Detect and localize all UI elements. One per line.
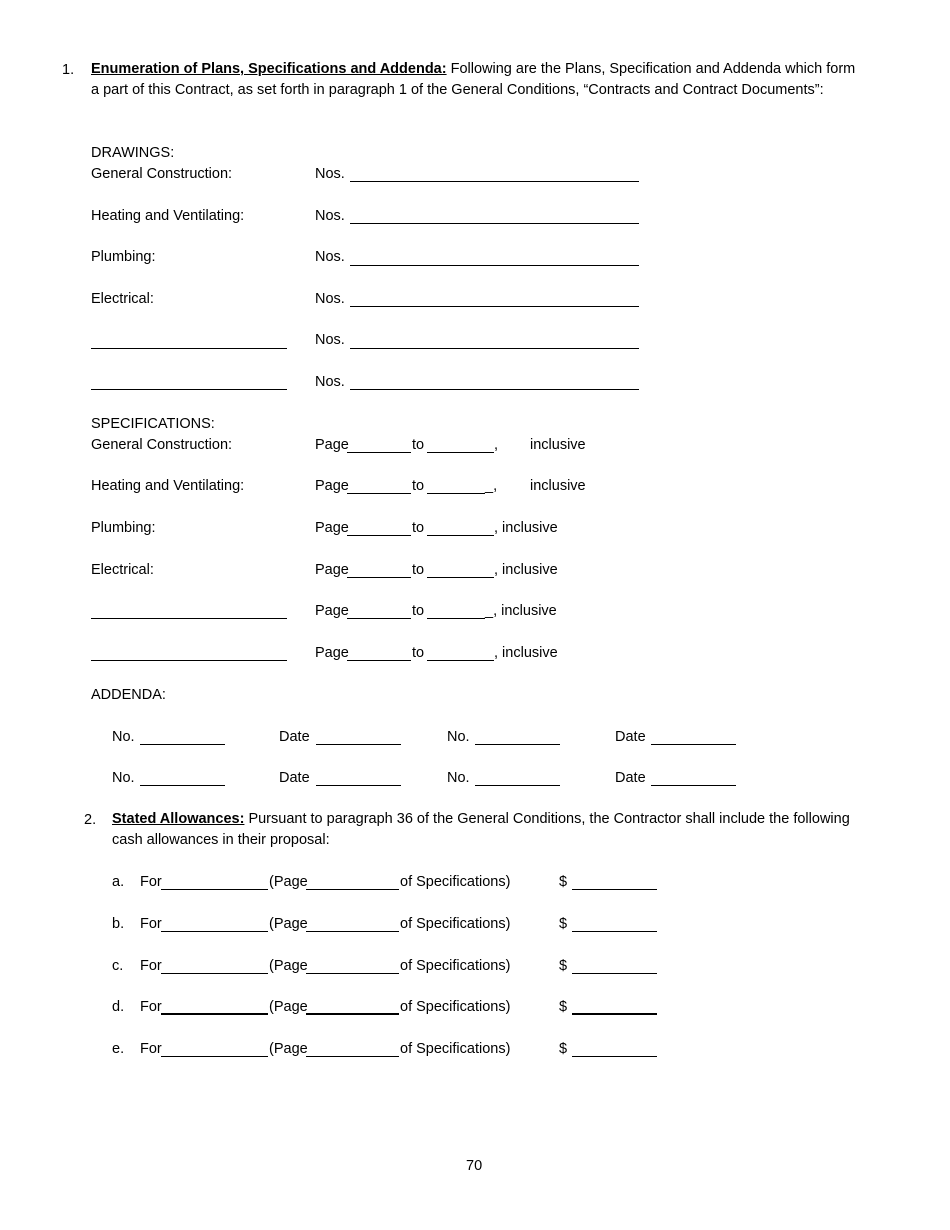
drawing-nos-label: Nos.: [315, 249, 345, 265]
addenda-date-field[interactable]: [316, 729, 401, 745]
allowance-amount-field[interactable]: [572, 998, 657, 1015]
addenda-date-field[interactable]: [316, 770, 401, 786]
allowance-page-field[interactable]: [306, 1041, 399, 1057]
allowance-for-word: For: [140, 1041, 162, 1057]
allowance-for-word: For: [140, 958, 162, 974]
drawing-nos-field[interactable]: [350, 166, 639, 182]
drawing-label: Plumbing:: [91, 249, 156, 265]
allowance-page-field[interactable]: [306, 998, 399, 1015]
addenda-no-label: No.: [447, 729, 470, 745]
spec-suffix: , inclusive: [494, 645, 558, 661]
allowance-dollar: $: [559, 1041, 568, 1057]
allowance-page-word: (Page: [269, 1041, 308, 1057]
spec-to-word: to: [412, 645, 425, 661]
allowance-for-field[interactable]: [161, 998, 268, 1015]
allowance-for-field[interactable]: [161, 1041, 268, 1057]
allowance-page-field[interactable]: [306, 874, 399, 890]
allowance-dollar: $: [559, 999, 568, 1015]
addenda-date-field[interactable]: [651, 770, 736, 786]
drawing-nos-label: Nos.: [315, 291, 345, 307]
spec-page-word: Page: [315, 478, 349, 494]
spec-page-word: Page: [315, 520, 349, 536]
allowance-letter: d.: [112, 999, 125, 1015]
spec-suffix: _,: [485, 478, 498, 494]
allowance-page-field[interactable]: [306, 958, 399, 974]
addenda-date-label: Date: [615, 770, 646, 786]
allowance-for-word: For: [140, 916, 162, 932]
drawing-nos-field[interactable]: [350, 208, 639, 224]
allowance-letter: c.: [112, 958, 124, 974]
spec-page-to-field[interactable]: [427, 437, 494, 453]
allowance-for-field[interactable]: [161, 874, 268, 890]
allowance-letter: a.: [112, 874, 125, 890]
spec-to-word: to: [412, 520, 425, 536]
spec-to-word: to: [412, 562, 425, 578]
spec-suffix: , inclusive: [494, 562, 558, 578]
drawing-nos-field[interactable]: [350, 291, 639, 307]
spec-custom-label-field[interactable]: [91, 603, 287, 619]
allowance-amount-field[interactable]: [572, 1041, 657, 1057]
allowance-amount-field[interactable]: [572, 958, 657, 974]
addenda-date-label: Date: [279, 729, 310, 745]
drawing-nos-label: Nos.: [315, 332, 345, 348]
allowance-page-field[interactable]: [306, 916, 399, 932]
allowance-page-word: (Page: [269, 999, 308, 1015]
spec-to-word: to: [412, 603, 425, 619]
drawing-nos-label: Nos.: [315, 166, 345, 182]
allowance-of-spec: of Specifications): [400, 958, 511, 974]
addenda-date-field[interactable]: [651, 729, 736, 745]
drawing-label: Heating and Ventilating:: [91, 208, 245, 224]
drawing-nos-field[interactable]: [350, 333, 639, 349]
allowance-letter: b.: [112, 916, 125, 932]
drawing-nos-field[interactable]: [350, 250, 639, 266]
spec-suffix: , inclusive: [494, 520, 558, 536]
section-2-number: 2.: [84, 812, 97, 828]
spec-label: Plumbing:: [91, 520, 156, 536]
spec-page-to-field[interactable]: [427, 645, 494, 661]
drawing-nos-label: Nos.: [315, 374, 345, 390]
spec-page-to-field[interactable]: [427, 478, 485, 494]
spec-suffix: ,: [494, 437, 499, 453]
addenda-no-label: No.: [447, 770, 470, 786]
section-1-heading: Enumeration of Plans, Specifications and Addenda:: [91, 61, 447, 77]
drawing-nos-field[interactable]: [350, 374, 639, 390]
drawing-label: General Construction:: [91, 166, 233, 182]
addenda-no-label: No.: [112, 729, 135, 745]
spec-label: General Construction:: [91, 437, 233, 453]
allowance-dollar: $: [559, 874, 568, 890]
allowance-of-spec: of Specifications): [400, 916, 511, 932]
spec-page-from-field[interactable]: [347, 603, 411, 619]
spec-page-from-field[interactable]: [347, 645, 411, 661]
spec-page-to-field[interactable]: [427, 520, 494, 536]
page-number: 70: [466, 1158, 483, 1174]
addenda-no-field[interactable]: [475, 729, 560, 745]
allowance-page-word: (Page: [269, 916, 308, 932]
allowance-for-word: For: [140, 999, 162, 1015]
allowance-amount-field[interactable]: [572, 874, 657, 890]
spec-page-from-field[interactable]: [347, 478, 411, 494]
section-2-paragraph: [112, 809, 852, 850]
allowance-page-word: (Page: [269, 874, 308, 890]
spec-page-from-field[interactable]: [347, 520, 411, 536]
drawing-custom-label-field[interactable]: [91, 333, 287, 349]
section-1-number: 1.: [62, 62, 75, 78]
section-2-intro: Pursuant to paragraph 36 of the General Conditions, the Contractor shall include the following cash allowances in their proposal:: [112, 811, 850, 848]
spec-page-word: Page: [315, 603, 349, 619]
allowance-amount-field[interactable]: [572, 916, 657, 932]
allowance-of-spec: of Specifications): [400, 874, 511, 890]
allowance-dollar: $: [559, 958, 568, 974]
section-1-intro: Following are the Plans, Specification and Addenda which form a part of this Contract, as set forth in paragraph 1 of the General Conditions, “Contracts and Contract Documents”:: [91, 61, 856, 98]
addenda-date-label: Date: [279, 770, 310, 786]
allowance-page-word: (Page: [269, 958, 308, 974]
spec-label: Electrical:: [91, 562, 154, 578]
addenda-heading: ADDENDA:: [91, 687, 166, 703]
spec-page-word: Page: [315, 645, 349, 661]
addenda-no-label: No.: [112, 770, 135, 786]
addenda-no-field[interactable]: [140, 729, 225, 745]
addenda-no-field[interactable]: [475, 770, 560, 786]
allowance-for-word: For: [140, 874, 162, 890]
spec-custom-label-field[interactable]: [91, 645, 287, 661]
allowance-dollar: $: [559, 916, 568, 932]
spec-page-to-field[interactable]: [427, 603, 485, 619]
specifications-heading: SPECIFICATIONS:: [91, 416, 215, 432]
spec-to-word: to: [412, 437, 425, 453]
allowance-of-spec: of Specifications): [400, 1041, 511, 1057]
section-1-paragraph: [91, 59, 866, 100]
drawings-heading: DRAWINGS:: [91, 145, 175, 161]
allowance-letter: e.: [112, 1041, 125, 1057]
spec-page-word: Page: [315, 437, 349, 453]
addenda-date-label: Date: [615, 729, 646, 745]
drawing-nos-label: Nos.: [315, 208, 345, 224]
spec-page-from-field[interactable]: [347, 437, 411, 453]
allowance-of-spec: of Specifications): [400, 999, 511, 1015]
spec-to-word: to: [412, 478, 425, 494]
drawing-custom-label-field[interactable]: [91, 374, 287, 390]
section-2-heading: Stated Allowances:: [112, 811, 245, 827]
spec-page-from-field[interactable]: [347, 562, 411, 578]
allowance-for-field[interactable]: [161, 916, 268, 932]
allowance-for-field[interactable]: [161, 958, 268, 974]
drawing-label: Electrical:: [91, 291, 154, 307]
spec-inclusive: inclusive: [530, 478, 586, 494]
addenda-no-field[interactable]: [140, 770, 225, 786]
spec-label: Heating and Ventilating:: [91, 478, 245, 494]
spec-page-to-field[interactable]: [427, 562, 494, 578]
spec-inclusive: inclusive: [530, 437, 586, 453]
spec-page-word: Page: [315, 562, 349, 578]
spec-suffix: _, inclusive: [485, 603, 557, 619]
